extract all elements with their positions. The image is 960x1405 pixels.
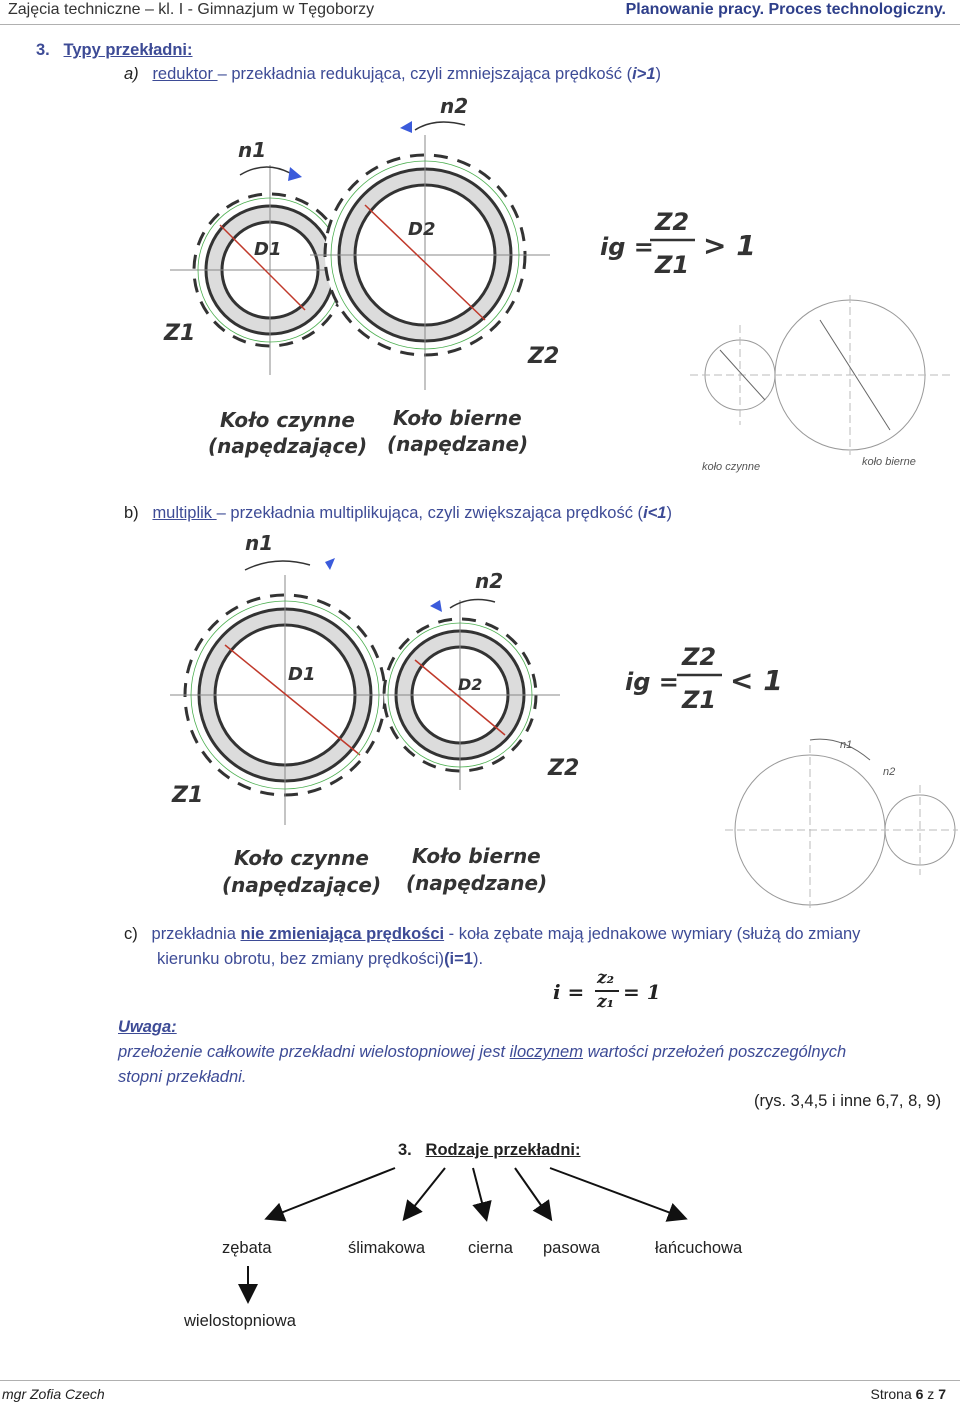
arrow-lancuchowa — [550, 1168, 684, 1218]
section2-number: 3. — [398, 1141, 412, 1159]
item-b-marker: b) — [124, 504, 139, 522]
label-n1: n1 — [238, 138, 267, 162]
item-a-text: przekładnia redukująca, czyli zmniejszająca prędkość ( — [231, 65, 633, 83]
rotation-arrow-b-n1 — [245, 561, 310, 570]
label-b-driven: Koło bierne — [412, 844, 541, 868]
note-reference: (rys. 3,4,5 i inne 6,7, 8, 9) — [754, 1092, 942, 1110]
label-b-d1: D1 — [288, 664, 316, 685]
label-b-driver-sub: (napędzające) — [222, 873, 382, 897]
formula-c-lhs: i = — [553, 980, 585, 1004]
item-c-marker: c) — [124, 925, 138, 943]
arrow-cierna — [473, 1168, 486, 1218]
label-driven: Koło bierne — [393, 406, 522, 430]
note-line2: stopni przekładni. — [118, 1068, 247, 1086]
sketch-b-n2: n2 — [883, 766, 896, 778]
item-c-line2 — [157, 948, 483, 970]
label-z1: Z1 — [164, 321, 196, 346]
formula-b-den: Z1 — [682, 686, 717, 714]
footer-page-total: 7 — [938, 1386, 946, 1402]
item-b-close: ) — [666, 504, 672, 522]
figure-multiplier — [150, 530, 960, 910]
item-a-dash: – — [217, 65, 232, 83]
item-b-dash: – — [216, 504, 231, 522]
figure-reducer — [150, 95, 960, 480]
sketch-b — [725, 739, 958, 908]
sketch-b-n1: n1 — [840, 739, 853, 751]
label-d2: D2 — [408, 219, 436, 240]
note-line1-b: wartości przełożeń poszczególnych — [582, 1043, 847, 1061]
type-item-cierna: cierna — [468, 1239, 513, 1257]
sketch-a-right: koło bierne — [862, 456, 916, 468]
note-line1 — [118, 1041, 846, 1063]
item-c-suffix: - koła zębate mają jednakowe wymiary (służą do zmiany — [444, 925, 861, 943]
type-item-zebata: zębata — [222, 1239, 272, 1257]
arrow-slimakowa — [405, 1168, 445, 1218]
section2-title: Rodzaje przekładni: — [425, 1141, 581, 1159]
formula-c-rhs: = 1 — [623, 980, 661, 1004]
item-b-ratio: i<1 — [643, 504, 667, 522]
rotation-arrow-n2 — [415, 122, 465, 130]
label-driven-sub: (napędzane) — [387, 432, 529, 456]
formula-a-num: Z2 — [655, 208, 690, 236]
figure-reducer-svg — [150, 95, 960, 480]
formula-c-den: z₁ — [597, 992, 615, 1012]
label-b-d2: D2 — [458, 675, 483, 694]
arrowhead-n2 — [400, 121, 412, 133]
item-b — [124, 502, 672, 524]
label-b-z1: Z1 — [172, 783, 204, 808]
formula-c — [553, 968, 673, 1016]
item-c-prefix: przekładnia — [151, 925, 241, 943]
footer-page-of: z — [923, 1386, 939, 1402]
formula-a-den: Z1 — [655, 251, 690, 279]
formula-b-num: Z2 — [682, 643, 717, 671]
item-a-term: reduktor — [152, 65, 218, 83]
label-n2: n2 — [440, 95, 469, 118]
formula-a-rhs: > 1 — [703, 229, 756, 262]
item-c-term: nie zmieniająca prędkości — [240, 925, 445, 943]
label-b-z2: Z2 — [548, 756, 580, 781]
label-b-driver: Koło czynne — [234, 846, 369, 870]
formula-a-lhs: ig = — [600, 233, 654, 261]
large-gear-b — [170, 575, 410, 825]
type-item-wielostopniowa: wielostopniowa — [184, 1312, 296, 1330]
item-c — [124, 923, 860, 945]
formula-b-rhs: < 1 — [730, 664, 783, 697]
sketch-a — [690, 295, 950, 473]
label-b-n2: n2 — [475, 569, 504, 593]
item-a-ratio: i>1 — [632, 65, 656, 83]
header-divider — [0, 24, 960, 25]
note-line1-u: iloczynem — [509, 1043, 583, 1061]
section1-heading — [36, 39, 193, 61]
note-line1-a: przełożenie całkowite przekładni wielostopniowej jest — [118, 1043, 510, 1061]
footer-divider — [0, 1380, 960, 1381]
types-arrows — [0, 1160, 960, 1310]
type-item-pasowa: pasowa — [543, 1239, 600, 1257]
item-a-close: ) — [655, 65, 661, 83]
footer-page — [870, 1385, 946, 1403]
section2-heading — [398, 1139, 580, 1161]
rotation-arrow-b-n2 — [450, 600, 495, 608]
label-driver: Koło czynne — [220, 408, 355, 432]
footer-author: mgr Zofia Czech — [2, 1386, 105, 1402]
footer-page-number: 6 — [915, 1386, 924, 1402]
item-c-close: ). — [472, 950, 484, 968]
figure-multiplier-svg — [150, 530, 960, 910]
item-b-term: multiplik — [152, 504, 217, 522]
arrowhead-n1 — [288, 167, 302, 181]
small-gear-b — [365, 600, 560, 790]
section1-number: 3. — [36, 41, 50, 59]
footer-page-prefix: Strona — [870, 1386, 916, 1402]
arrow-pasowa — [515, 1168, 550, 1218]
header-right: Planowanie pracy. Proces technologiczny. — [625, 1, 946, 18]
label-driver-sub: (napędzające) — [208, 434, 368, 458]
item-a — [124, 63, 661, 85]
type-item-slimakowa: ślimakowa — [348, 1239, 426, 1257]
formula-c-num: z₂ — [597, 968, 615, 988]
note-title: Uwaga: — [118, 1018, 177, 1036]
rotation-arrow-n1 — [240, 167, 290, 175]
arrow-zebata — [268, 1168, 395, 1218]
item-a-marker: a) — [124, 65, 139, 83]
label-b-driven-sub: (napędzane) — [406, 871, 548, 895]
arrowhead-b-n1 — [325, 558, 335, 570]
item-b-text: przekładnia multiplikująca, czyli zwiększająca prędkość ( — [230, 504, 644, 522]
arrowhead-b-n2 — [430, 600, 442, 612]
formula-b-lhs: ig = — [625, 668, 679, 696]
sketch-a-left: koło czynne — [702, 461, 761, 473]
type-item-lancuchowa: łańcuchowa — [655, 1239, 743, 1257]
label-z2: Z2 — [528, 344, 560, 369]
label-b-n1: n1 — [245, 531, 274, 555]
item-c-line2-text: kierunku obrotu, bez zmiany prędkości) — [157, 950, 445, 968]
header-left: Zajęcia techniczne – kl. I - Gimnazjum w Tęgoborzy — [8, 1, 375, 18]
large-gear-a — [310, 135, 550, 390]
item-c-ratio: (i=1 — [444, 950, 473, 968]
label-d1: D1 — [254, 239, 282, 260]
section1-title: Typy przekładni: — [63, 41, 193, 59]
